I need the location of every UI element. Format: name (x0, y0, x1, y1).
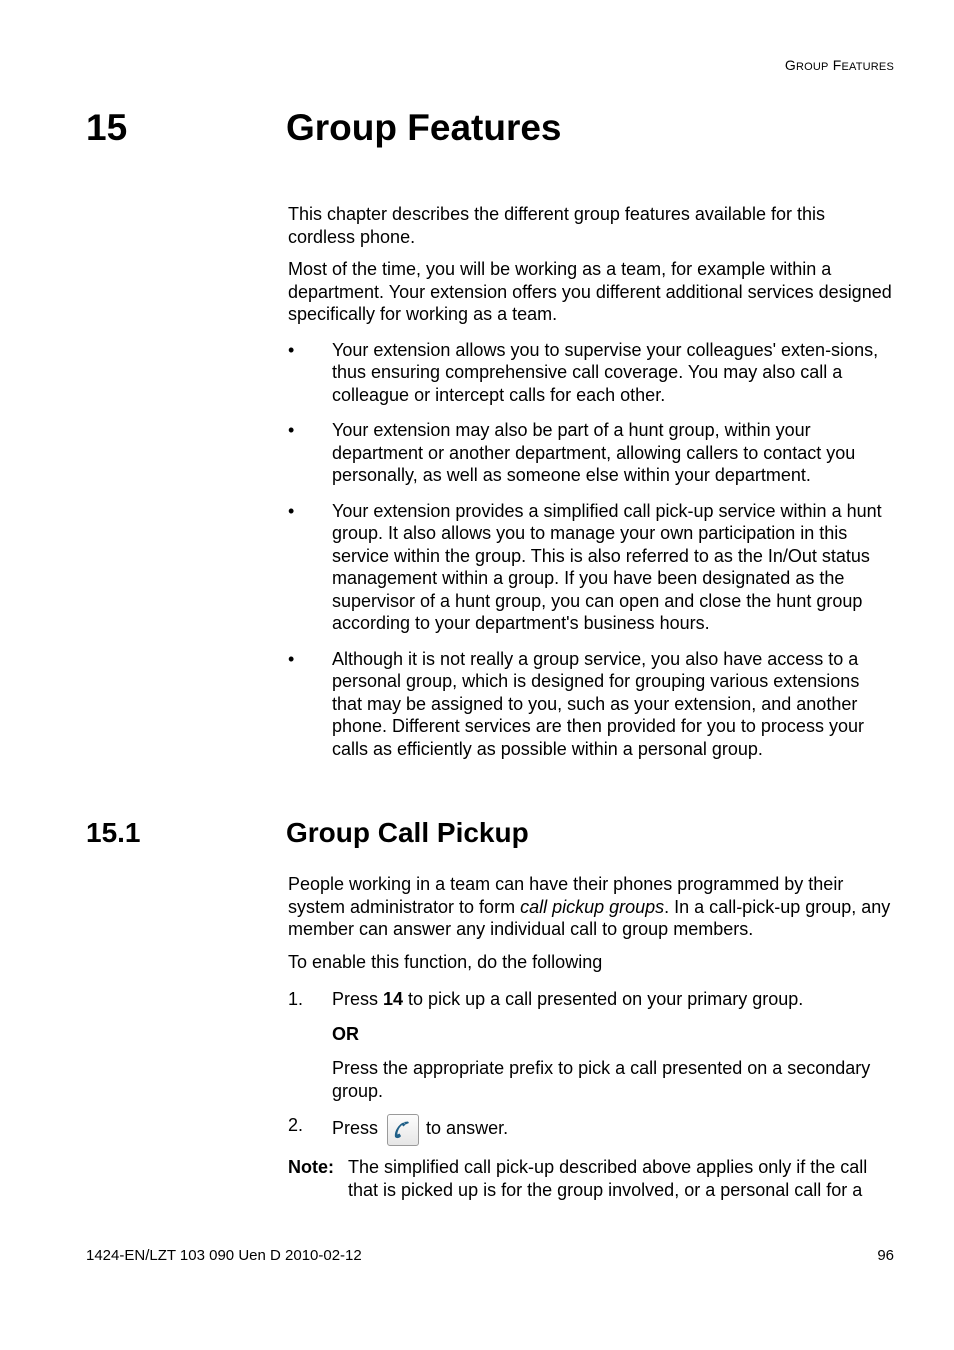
step1-text-b: to pick up a call presented on your primary group. (403, 989, 804, 1009)
running-header-f: F (832, 57, 842, 73)
page-number: 96 (877, 1247, 894, 1264)
section-paragraph-2: To enable this function, do the following (288, 951, 603, 972)
step-number: 2. (288, 1115, 304, 1135)
step-1 (288, 988, 894, 1011)
bullet-mark: • (288, 500, 295, 521)
step2-text-a: Press (332, 1118, 379, 1138)
running-header-roup: ROUP (796, 61, 829, 73)
bullet-text-1: Your extension allows you to supervise your colleagues' exten-sions, thus ensuring comprehensive call coverage. You may also call a colleague or intercept calls for each other. (332, 339, 879, 405)
section-number: 15.1 (86, 817, 141, 848)
note-label: Note: (288, 1157, 334, 1177)
chapter-intro (288, 203, 894, 773)
document-reference: 1424-EN/LZT 103 090 Uen D 2010-02-12 (86, 1247, 362, 1264)
step2-text-b: to answer. (426, 1118, 509, 1138)
or-label: OR (332, 1023, 359, 1044)
step-1-alternative: Press the appropriate prefix to pick a call presented on a secondary group. (332, 1058, 871, 1101)
bullet-text-3: Your extension provides a simplified call pick-up service within a hunt group. It also allows you to manage your own participation in this service within the group. This is also referred to as the In/Out status management within a group. If you have been designated as the supervisor of a hunt group, you can open and close the hunt group according to your department's business hours. (332, 500, 882, 633)
para1-italic-term: call pickup groups (520, 896, 665, 917)
bullet-text-2: Your extension may also be part of a hunt group, within your department or another department, allowing callers to contact you personally, as well as someone else within your department. (332, 420, 856, 485)
running-header-eatures: EATURES (841, 61, 894, 73)
running-header-g: G (784, 57, 796, 73)
bullet-mark: • (288, 339, 295, 360)
chapter-title: Group Features (286, 107, 562, 148)
note (288, 1156, 894, 1201)
step1-code: 14 (383, 989, 404, 1009)
intro-paragraph-2: Most of the time, you will be working as a team, for example within a department. Your extension offers you different additional services designed specifically for working as a team. (288, 259, 892, 324)
bullet-mark: • (288, 648, 295, 669)
running-header (785, 57, 894, 73)
step-2 (288, 1114, 894, 1146)
step1-text-a: Press (332, 989, 384, 1009)
list-item (288, 339, 894, 407)
section-title: Group Call Pickup (286, 817, 529, 848)
bullet-mark: • (288, 420, 295, 440)
note-text: The simplified call pick-up described above applies only if the call that is picked up is for the group involved, or a personal call for a (348, 1157, 868, 1200)
intro-paragraph-1: This chapter describes the different group features available for this cordless phone. (288, 204, 825, 247)
section-body (288, 873, 894, 1201)
para1-text-a: People working in a team can have their phones programmed by their system administrator to form (288, 874, 844, 917)
list-item (288, 419, 894, 487)
list-item (288, 500, 894, 635)
answer-key-icon (387, 1114, 419, 1146)
chapter-number: 15 (86, 107, 128, 148)
step-number: 1. (288, 989, 304, 1009)
list-item (288, 648, 894, 761)
section-paragraph-1 (288, 873, 894, 941)
para1-text-b: . In a call-pick-up group, any member can answer any individual call to group members. (288, 896, 891, 939)
bullet-text-4: Although it is not really a group service, you also have access to a personal group, which is designed for grouping various extensions that may be assigned to you, such as your extension, and another phone. Different services are then provided for you to process your calls as efficiently as possible within a personal group. (332, 648, 864, 759)
